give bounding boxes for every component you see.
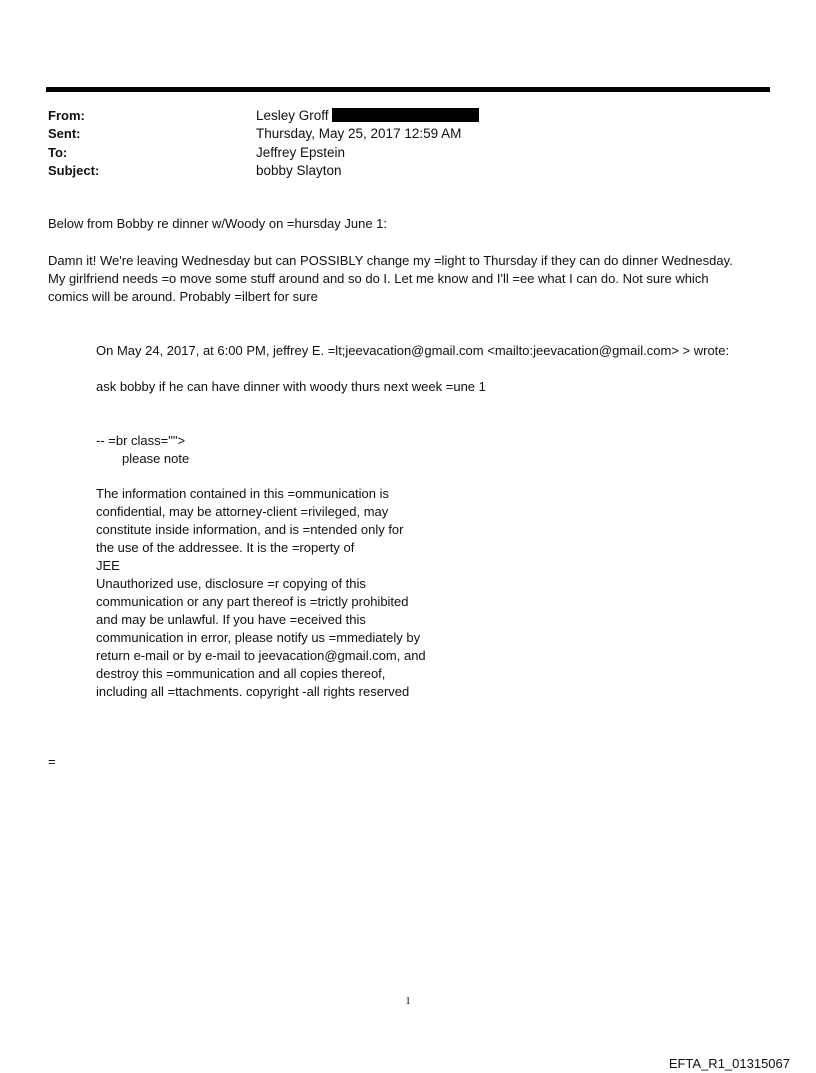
page-number: 1 xyxy=(405,995,411,1007)
disclaimer-line: communication or any part thereof is =trictly prohibited xyxy=(96,594,409,609)
disclaimer-line: communication in error, please notify us =mmediately by xyxy=(96,630,421,645)
intro-line: Below from Bobby re dinner w/Woody on =hursday June 1: xyxy=(48,216,388,231)
from-value: Lesley Groff xyxy=(256,108,329,123)
reply-line: My girlfriend needs =o move some stuff around and so do I. Let me know and I'll =ee what I can do. Not sure which xyxy=(48,271,709,286)
reply-line: comics will be around. Probably =ilbert for sure xyxy=(48,289,318,304)
redaction-box xyxy=(332,108,479,122)
disclaimer-line: the use of the addressee. It is the =roperty of xyxy=(96,540,355,555)
signature-note: please note xyxy=(122,451,190,466)
subject-label: Subject: xyxy=(48,163,100,178)
disclaimer-line: Unauthorized use, disclosure =r copying of this xyxy=(96,576,366,591)
document-id: EFTA_R1_01315067 xyxy=(668,1056,790,1071)
from-label: From: xyxy=(48,108,85,123)
trailing-equals: = xyxy=(48,754,56,769)
disclaimer-line: confidential, may be attorney-client =rivileged, may xyxy=(96,504,389,519)
header-rule xyxy=(46,87,770,92)
reply-line: Damn it! We're leaving Wednesday but can POSSIBLY change my =light to Thursday if they can do dinner Wednesday. xyxy=(48,253,733,268)
subject-value: bobby Slayton xyxy=(256,163,342,178)
disclaimer-line: including all =ttachments. copyright -all rights reserved xyxy=(96,684,410,699)
disclaimer-line: JEE xyxy=(96,558,120,573)
disclaimer-line: The information contained in this =ommunication is xyxy=(96,486,390,501)
sent-value: Thursday, May 25, 2017 12:59 AM xyxy=(256,126,462,141)
sent-label: Sent: xyxy=(48,126,81,141)
disclaimer-line: and may be unlawful. If you have =eceived this xyxy=(96,612,366,627)
to-label: To: xyxy=(48,145,68,160)
quote-text: ask bobby if he can have dinner with woody thurs next week =une 1 xyxy=(96,379,486,394)
disclaimer-line: constitute inside information, and is =ntended only for xyxy=(96,522,404,537)
to-value: Jeffrey Epstein xyxy=(256,145,346,160)
disclaimer-line: return e-mail or by e-mail to jeevacation@gmail.com, and xyxy=(96,648,426,663)
disclaimer-line: destroy this =ommunication and all copies thereof, xyxy=(96,666,386,681)
quote-header: On May 24, 2017, at 6:00 PM, jeffrey E. =lt;jeevacation@gmail.com <mailto:jeevacation@gmail.com> > wrote: xyxy=(96,343,730,358)
signature-separator: -- =br class=""> xyxy=(96,433,186,448)
